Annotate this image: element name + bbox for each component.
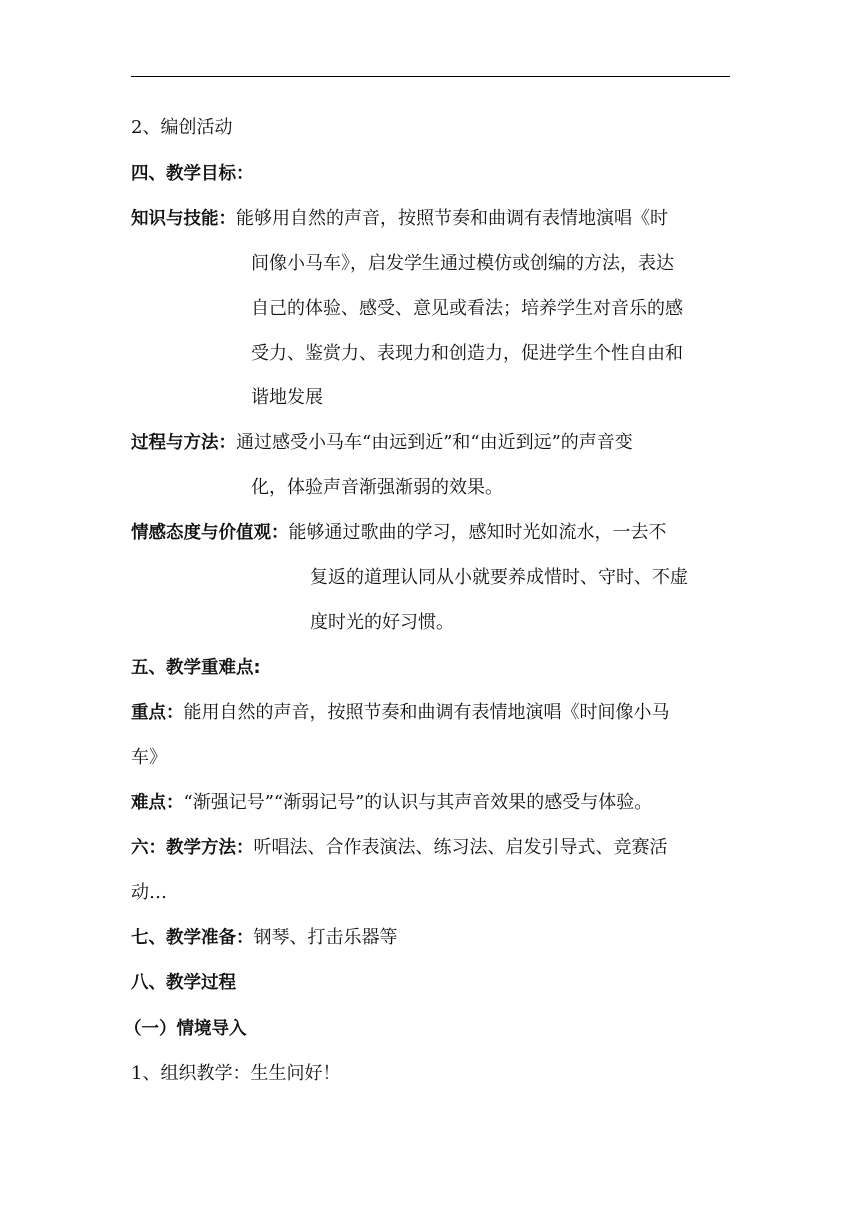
process-text-2: 化，体验声音渐强渐弱的效果。 [251,477,503,498]
header-rule [131,76,730,77]
section-4-heading: 四、教学目标： [131,164,254,184]
difficulty-line [131,790,731,816]
difficulty-text: “渐强记号”“渐弱记号”的认识与其声音效果的感受与体验。 [183,792,653,813]
key-point-text-2: 车》 [131,747,167,768]
preparation-text: 钢琴、打击乐器等 [253,927,398,948]
difficulty-label: 难点： [131,793,184,813]
emotion-text-2: 复返的道理认同从小就要养成惜时、守时、不虚 [310,567,688,588]
subsection-1-heading: （一）情境导入 [124,1019,247,1039]
key-point-label: 重点： [131,703,184,723]
emotion-line-1 [131,520,731,546]
key-point-line-1 [131,700,731,726]
key-point-text-1: 能用自然的声音，按照节奏和曲调有表情地演唱《时间像小马 [183,702,670,723]
knowledge-text-4: 受力、鉴赏力、表现力和创造力，促进学生个性自由和 [251,343,683,364]
item-2-title: 2、编创活动 [131,117,233,138]
section-5-heading: 五、教学重难点: [131,658,261,678]
methods-text-1: 听唱法、合作表演法、练习法、启发引导式、竞赛活 [253,837,668,858]
process-label: 过程与方法： [131,433,236,453]
knowledge-line-1 [131,206,731,232]
emotion-label: 情感态度与价值观： [131,523,289,543]
emotion-text-1: 能够通过歌曲的学习，感知时光如流水，一去不 [288,522,667,543]
item-1-text: 1、组织教学：生生问好！ [131,1063,341,1084]
preparation-line [131,925,731,951]
methods-line-1 [131,835,731,861]
methods-label: 六：教学方法： [131,838,254,858]
knowledge-text-3: 自己的体验、感受、意见或看法；培养学生对音乐的感 [251,298,683,319]
preparation-label: 七、教学准备： [131,928,254,948]
section-8-heading: 八、教学过程 [131,973,236,993]
process-text-1: 通过感受小马车“由远到近”和“由近到远”的声音变 [236,432,633,453]
knowledge-text-5: 谐地发展 [251,387,323,408]
process-line-1 [131,430,731,456]
emotion-text-3: 度时光的好习惯。 [310,612,454,633]
methods-text-2: 动… [131,882,167,903]
knowledge-text-2: 间像小马车》，启发学生通过模仿或创编的方法，表达 [251,253,674,274]
knowledge-text-1: 能够用自然的声音，按照节奏和曲调有表情地演唱《时 [236,208,668,229]
knowledge-label: 知识与技能： [131,209,236,229]
